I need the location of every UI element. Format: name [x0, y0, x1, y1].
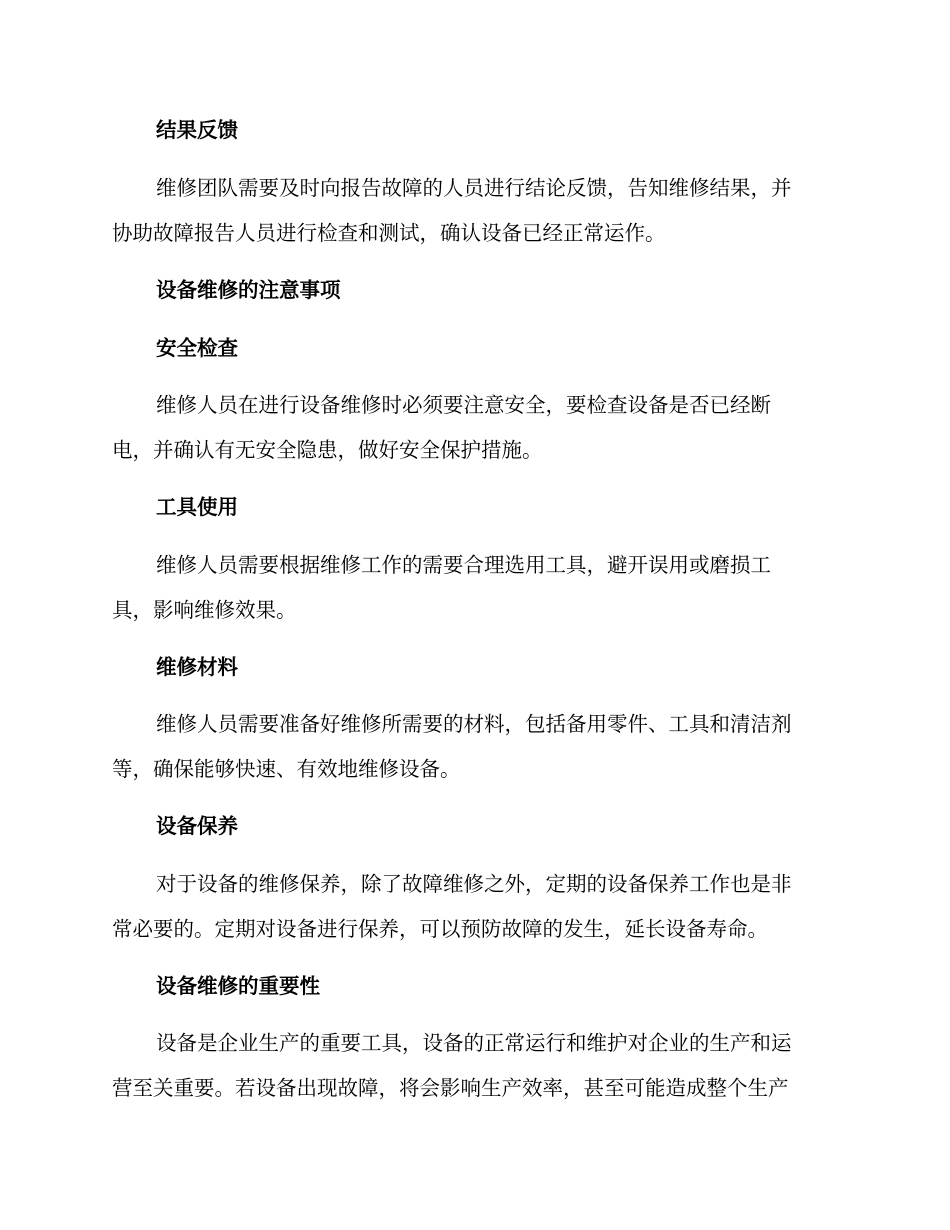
paragraph-line: 维修人员需要根据维修工作的需要合理选用工具，避开误用或磨损工 — [156, 553, 771, 577]
section-heading: 设备维修的注意事项 — [156, 278, 341, 302]
paragraph-line: 等，确保能够快速、有效地维修设备。 — [112, 757, 461, 781]
section-heading: 工具使用 — [156, 495, 238, 519]
paragraph-line: 对于设备的维修保养，除了故障维修之外，定期的设备保养工作也是非 — [156, 872, 792, 896]
paragraph-line: 常必要的。定期对设备进行保养，可以预防故障的发生，延长设备寿命。 — [112, 917, 768, 941]
section-heading: 设备保养 — [156, 814, 238, 838]
section-heading: 设备维修的重要性 — [156, 974, 320, 998]
paragraph-line: 设备是企业生产的重要工具，设备的正常运行和维护对企业的生产和运 — [156, 1031, 792, 1055]
paragraph-line: 具，影响维修效果。 — [112, 598, 297, 622]
paragraph-line: 电，并确认有无安全隐患，做好安全保护措施。 — [112, 438, 543, 462]
paragraph-line: 维修人员在进行设备维修时必须要注意安全，要检查设备是否已经断 — [156, 393, 771, 417]
section-heading: 结果反馈 — [156, 118, 238, 142]
paragraph-line: 维修团队需要及时向报告故障的人员进行结论反馈，告知维修结果，并 — [156, 176, 792, 200]
section-heading: 维修材料 — [156, 655, 238, 679]
section-heading: 安全检查 — [156, 336, 238, 360]
paragraph-line: 营至关重要。若设备出现故障，将会影响生产效率，甚至可能造成整个生产 — [112, 1076, 789, 1100]
paragraph-line: 维修人员需要准备好维修所需要的材料，包括备用零件、工具和清洁剂 — [156, 712, 792, 736]
paragraph-line: 协助故障报告人员进行检查和测试，确认设备已经正常运作。 — [112, 221, 666, 245]
